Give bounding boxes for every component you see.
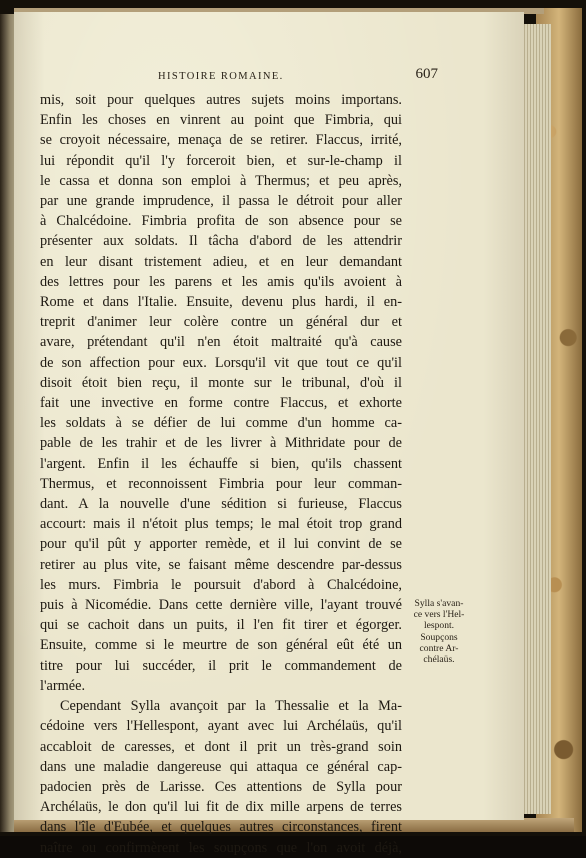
text-line: l'armée. (40, 677, 86, 694)
margin-note-line: chélaüs. (423, 654, 455, 666)
text-line: Enfin les choses en vinrent au point que Fimbria, qui (40, 112, 402, 129)
margin-note-line: Sylla s'avan- (414, 598, 464, 609)
text-line: pable de les trahir et de les livrer à Mithridate pour de (40, 435, 402, 452)
text-line: présenter aux soldats. Il tâcha d'abord de les attendrir (40, 233, 402, 250)
text-line: à Chalcédoine. Fimbria profita de son absence pour se (40, 213, 402, 230)
text-line: treprit d'animer leur colère contre un général dur et (40, 314, 402, 331)
text-line: pour qu'il pût y apporter remède, et il lui convint de se (40, 536, 402, 553)
page-header (40, 66, 438, 88)
text-line: accourt: mais il n'étoit plus temps; le mal étoit trop grand (40, 516, 402, 533)
text-line: puis à Nicomédie. Dans cette dernière ville, l'ayant trouvé (40, 597, 402, 614)
text-line: Ensuite, comme si le meurtre de son général eût été un (40, 637, 402, 654)
text-line: l'argent. Enfin il les échauffe si bien, qu'ils chassent (40, 455, 402, 472)
text-line: disoit étoit bien reçu, il monte sur le tribunal, d'où il (40, 374, 402, 391)
text-line: par une grande imprudence, il passa le détroit pour aller (40, 193, 402, 210)
text-line: lui répondit qu'il l'y forceroit bien, et sur-le-champ il (40, 152, 402, 169)
text-line: se croyoit nécessaire, menaça de se retirer. Flaccus, irrité, (40, 132, 402, 149)
text-line: en leur disant tristement adieu, et en leur demandant (40, 253, 402, 270)
text-line: dans l'île d'Eubée, et quelques autres circonstances, firent (40, 819, 402, 836)
text-line: padocien près de Larisse. Ces attentions de Sylla pour (40, 778, 402, 795)
text-line: qui se cachoit dans un puits, il l'en fit tirer et égorger. (40, 617, 402, 634)
text-line: Archélaüs, le don qu'il lui fit de dix mille arpens de terres (40, 799, 402, 816)
body-text (40, 90, 402, 858)
text-line: naître ou confirmèrent les soupçons que l'on avoit déjà, (40, 839, 402, 856)
text-line: les murs. Fimbria le poursuit d'abord à Chalcédoine, (40, 576, 402, 593)
margin-note (406, 598, 472, 665)
running-head: HISTOIRE ROMAINE. (158, 71, 284, 82)
page-number: 607 (415, 66, 438, 82)
text-line: accabloit de caresses, et dont il prit un très-grand soin (40, 738, 402, 755)
text-line: dans une maladie dangereuse qui attaqua ce général cap- (40, 758, 402, 775)
text-line: mis, soit pour quelques autres sujets moins importans. (40, 92, 402, 108)
text-line: fait une invective en forme contre Flaccus, et exhorte (40, 395, 402, 412)
text-line: titre pour lui succéder, il prit le commandement de (40, 657, 402, 674)
text-line: de son affection pour eux. Lorsqu'il vit que tout ce qu'il (40, 354, 402, 371)
text-line: avare, prétendant qu'il n'en étoit maltraité qu'à cause (40, 334, 402, 351)
margin-note-line: lespont. (423, 620, 455, 632)
text-line: retirer au plus vite, se faisant même descendre par-dessus (40, 556, 402, 573)
text-line: Thermus, et reconnoissent Fimbria pour leur comman- (40, 475, 402, 492)
margin-note-line: contre Ar- (419, 642, 459, 654)
margin-note-line: Soupçons (420, 631, 458, 643)
text-line: le cassa et donna son emploi à Thermus; et peu après, (40, 172, 402, 189)
text-line: dant. A la nouvelle d'une sédition si furieuse, Flaccus (40, 496, 402, 513)
text-line: des lettres pour les parens et les amis qu'ils avoient à (40, 273, 402, 290)
paragraph-start-line: Cependant Sylla avançoit par la Thessalie et la Ma- (60, 698, 402, 715)
margin-note-line: ce vers l'Hel- (413, 609, 465, 621)
text-line: les soldats à se défier de lui comme d'un homme ca- (40, 415, 402, 432)
text-line: cédoine vers l'Hellespont, ayant avec lui Archélaüs, qu'il (40, 718, 402, 735)
text-line: Rome et dans l'Italie. Ensuite, devenu plus hardi, il en- (40, 294, 402, 311)
